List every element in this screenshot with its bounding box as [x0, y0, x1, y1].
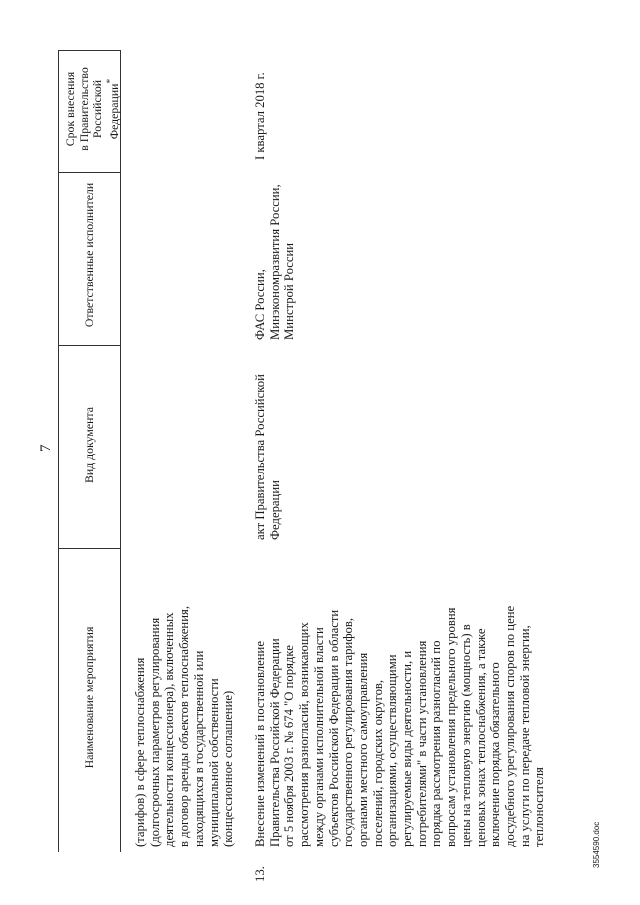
table-border-top — [58, 50, 120, 51]
header-name: Наименование мероприятия — [82, 626, 96, 769]
row13-deadline: I квартал 2018 г. — [253, 72, 267, 160]
table-border-left — [58, 50, 59, 852]
col-separator-2 — [58, 345, 120, 346]
row13-name: Внесение изменений в постановление Правительства Российской Федерации от 5 ноября 2003 г. № 674 "О порядке рассмотрения разногласий, возникающих между органами исполнительной власти субъектов Российской Федерации в области государственного регулирования тарифов, органами местного самоуправления поселений, городских округов, организациями, осуществляющими регулируемые виды деятельности, и потребителями" в части установления порядка рассмотрения разногласий по вопросам установления предельного уровня цены на тепловую энергию (мощность) в ценовых зонах теплоснабжения, а также включение порядка обязательного досудебного урегулирования споров по цене на услуги по передаче тепловой энергии, теплоносителя — [253, 605, 547, 847]
header-doc-type: Вид документа — [82, 407, 96, 483]
footer-doc-code: 3554590.doc — [592, 821, 601, 868]
row13-executors: ФАС России, Минэкономразвития России, Минстрой России — [253, 184, 297, 340]
row13-number: 13. — [253, 866, 267, 882]
header-executors: Ответственные исполнители — [82, 182, 96, 328]
col-separator-3 — [58, 548, 120, 549]
header-separator — [120, 50, 121, 852]
row13-doc-type: акт Правительства Российской Федерации — [253, 374, 282, 540]
continued-name: (тарифов) в сфере теплоснабжения (долгосрочных параметров регулирования деятельности концессионера), включенных в договор аренды объектов теплоснабжения, находящихся в государственной или муниципальной собственности (концессионное соглашение) — [133, 605, 236, 847]
header-deadline: Срок внесения в Правительство Российской Федерации* — [63, 67, 121, 151]
page-number: 7 — [38, 444, 54, 452]
